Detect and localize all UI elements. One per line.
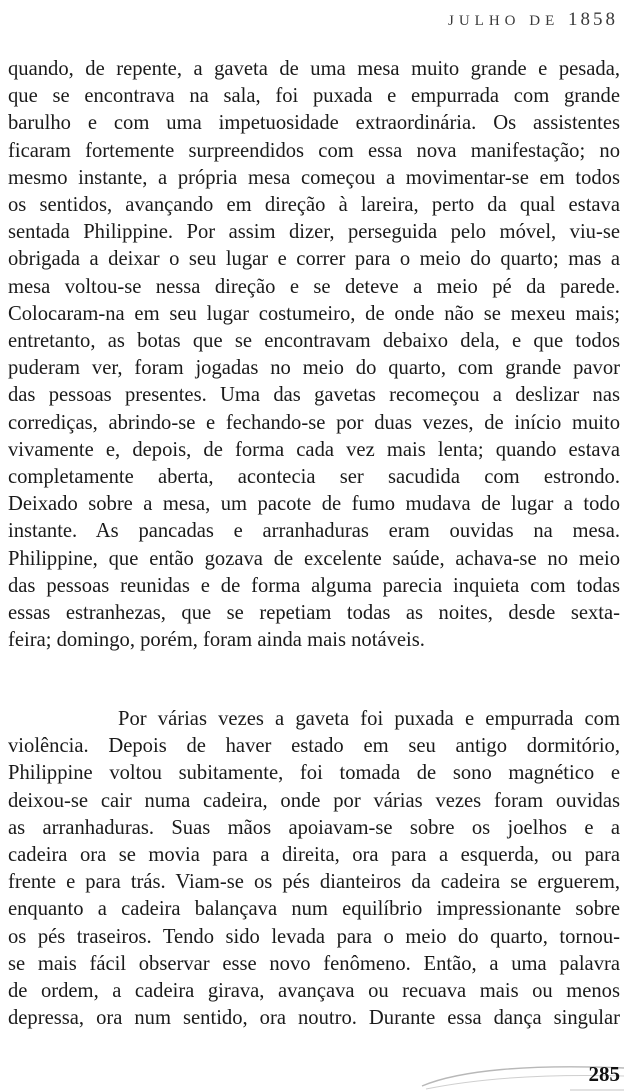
text-line: Deixado sobre a mesa, um pacote de fumo mudava de lugar a todo [8,493,620,516]
page-number: 285 [588,1062,620,1086]
text-line: obrigada a deixar o seu lugar e correr para o meio do quarto; mas a [8,248,620,271]
text-line: que se encontrava na sala, foi puxada e empurrada com grande [8,85,620,108]
running-header [448,9,618,31]
text-line: sentada Philippine. Por assim dizer, perseguida pelo móvel, viu-se [8,221,620,244]
text-line: feira; domingo, porém, foram ainda mais notáveis. [8,629,425,652]
text-line: os sentidos, avançando em direção à lareira, perto da qual estava [8,194,620,217]
text-line: se mais fácil observar esse novo fenômeno. Então, a uma palavra [8,952,620,975]
text-line: depressa, ora num sentido, ora noutro. Durante essa dança singular [8,1007,620,1030]
text-line: essas estranhezas, que se repetiam todas as noites, desde sexta- [8,602,620,625]
paragraph-1 [8,56,620,654]
text-line: mesa voltou-se nessa direção e se deteve a meio pé da parede. [8,275,620,298]
text-line: das pessoas presentes. Uma das gavetas recomeçou a deslizar nas [8,384,620,407]
running-title: JULHO DE [448,13,560,29]
text-line: as arranhaduras. Suas mãos apoiavam-se sobre os joelhos e a [8,816,620,839]
text-line: Philippine voltou subitamente, foi tomada de sono magnético e [8,762,620,785]
text-line: completamente aberta, acontecia ser sacudida com estrondo. [8,466,620,489]
text-line: de ordem, a cadeira girava, avançava ou recuava mais ou menos [8,980,620,1003]
text-line: ficaram fortemente surpreendidos com essa nova manifestação; no [8,139,620,162]
text-line: violência. Depois de haver estado em seu antigo dormitório, [8,735,620,758]
text-line: Por várias vezes a gaveta foi puxada e empurrada com [118,708,620,730]
running-year: 1858 [568,9,618,30]
text-line: Philippine, que então gozava de excelente saúde, achava-se no meio [8,547,620,570]
text-line: das pessoas reunidas e de forma alguma parecia inquieta com todas [8,574,620,597]
text-line: deixou-se cair numa cadeira, onde por várias vezes foram ouvidas [8,789,620,812]
paragraph-2 [8,706,620,1032]
text-line: quando, de repente, a gaveta de uma mesa muito grande e pesada, [8,58,620,80]
text-line: frente e para trás. Viam-se os pés dianteiros da cadeira se erguerem, [8,871,620,894]
text-line: vivamente e, depois, de forma cada vez mais lenta; quando estava [8,438,620,461]
text-line: entretanto, as botas que se encontravam debaixo dela, e que todos [8,330,620,353]
text-line: puderam ver, foram jogadas no meio do quarto, com grande pavor [8,357,620,380]
text-line: corrediças, abrindo-se e fechando-se por duas vezes, de início muito [8,411,620,434]
text-line: instante. As pancadas e arranhaduras eram ouvidas na mesa. [8,520,620,543]
text-line: Colocaram-na em seu lugar costumeiro, de onde não se mexeu mais; [8,302,620,325]
text-line: os pés traseiros. Tendo sido levada para o meio do quarto, tornou- [8,925,620,948]
text-line: cadeira ora se movia para a direita, ora para a esquerda, ou para [8,844,620,867]
text-line: barulho e com uma impetuosidade extraordinária. Os assistentes [8,112,620,135]
text-line: mesmo instante, a própria mesa começou a movimentar-se em todos [8,166,620,189]
text-line: enquanto a cadeira balançava num equilíbrio impressionante sobre [8,898,620,921]
